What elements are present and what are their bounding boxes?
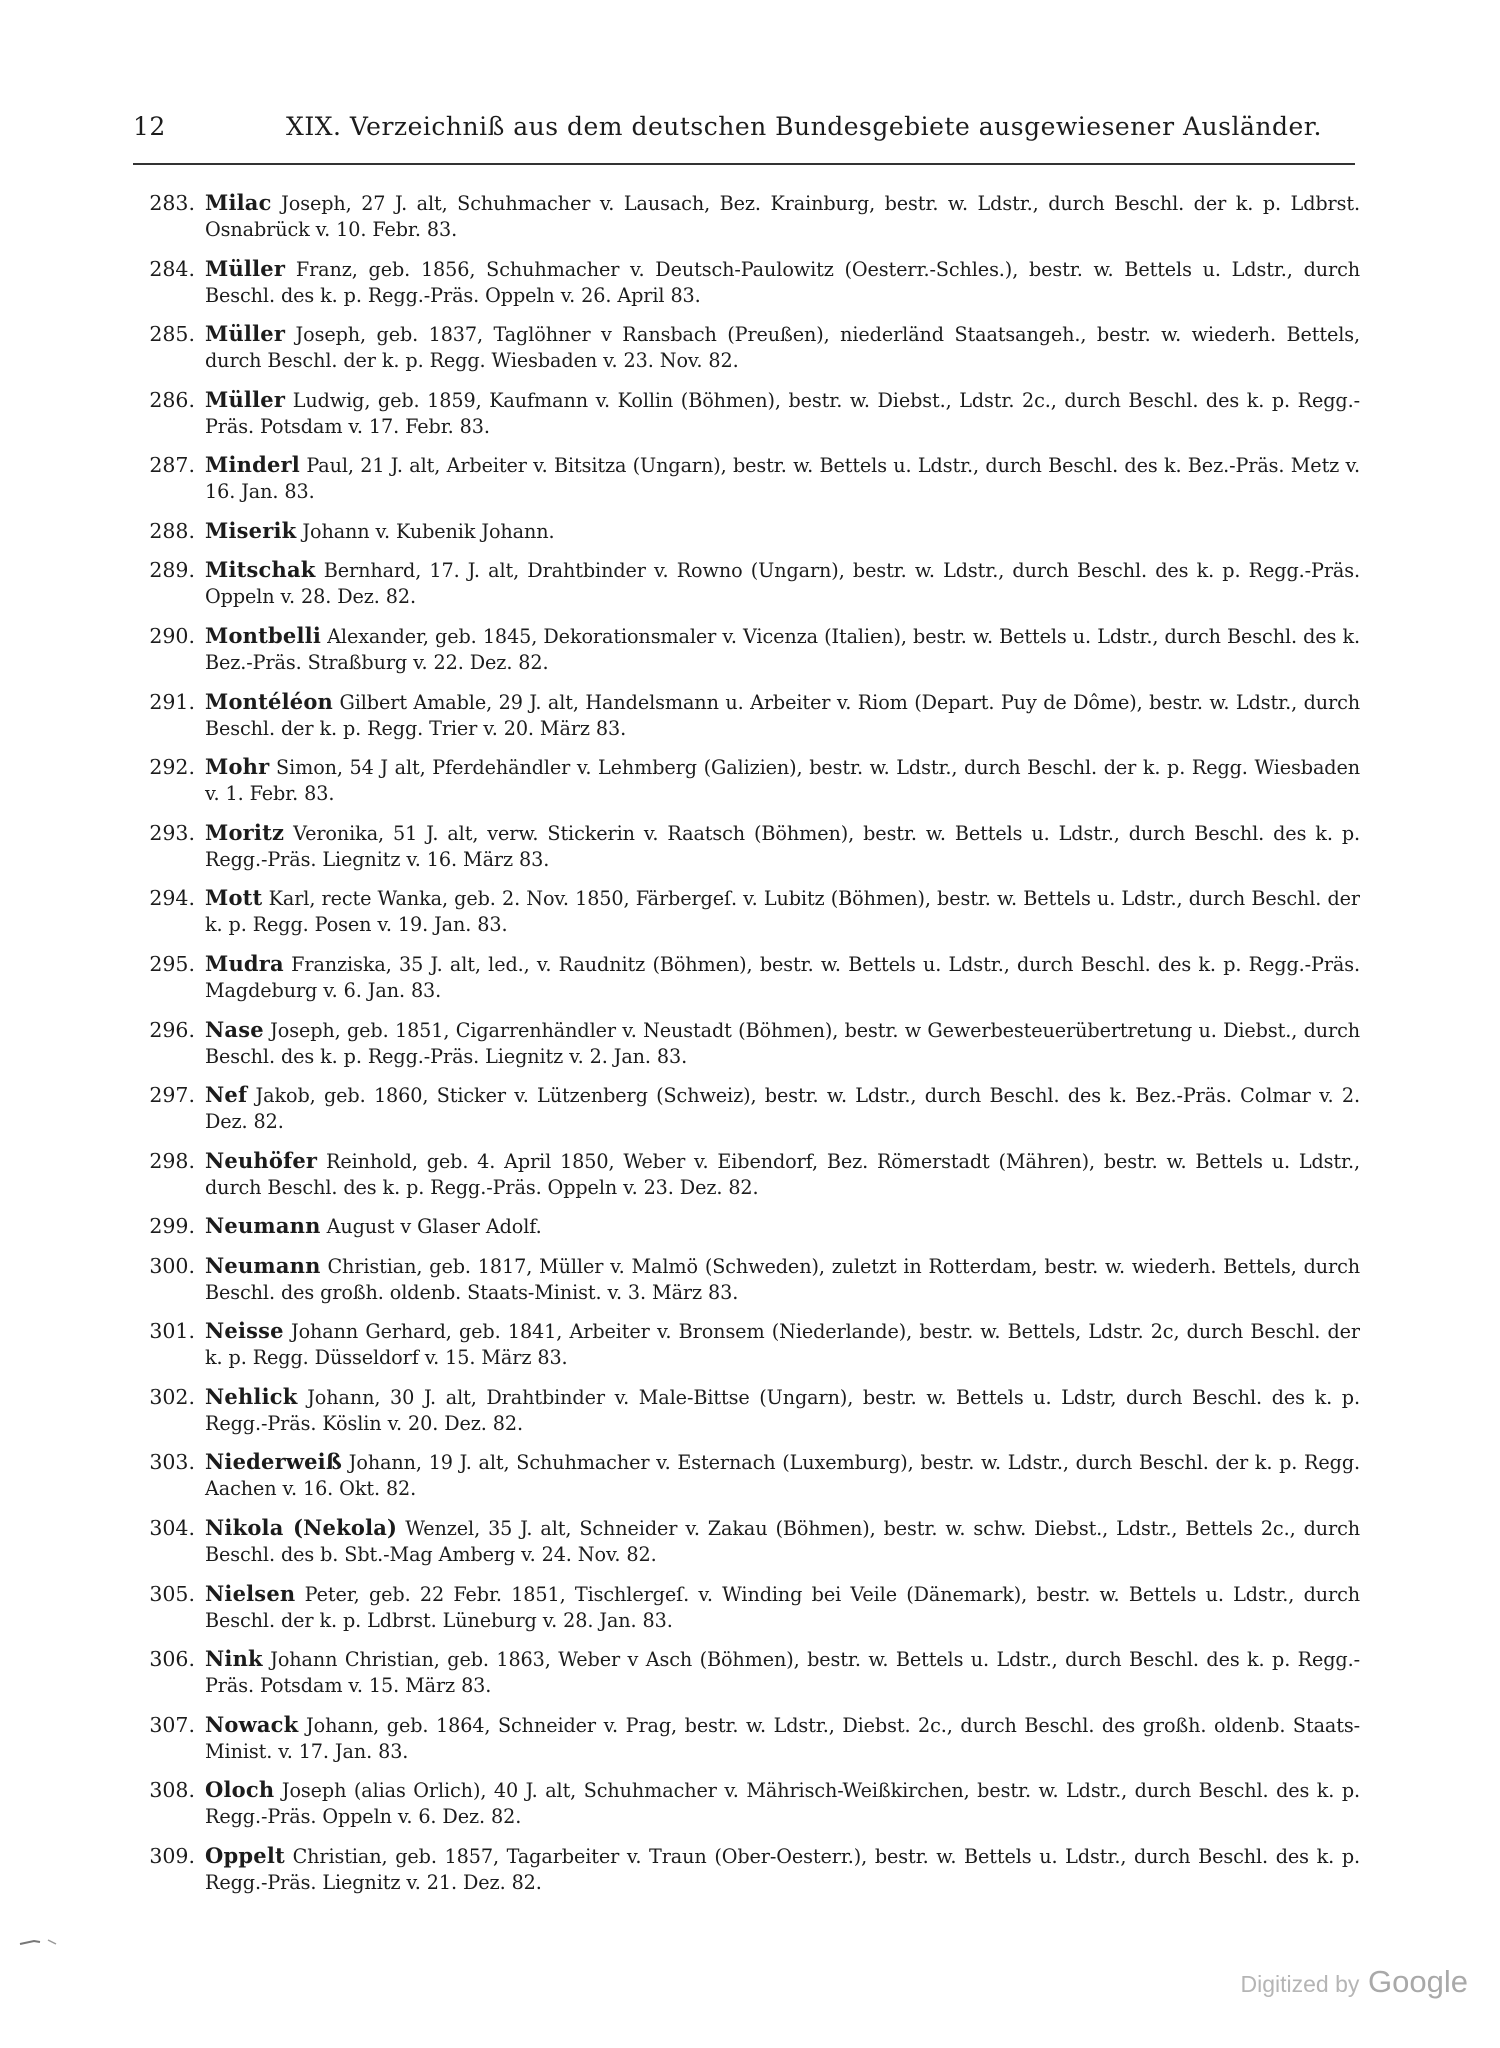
- entry-text: Johann, geb. 1864, Schneider v. Prag, bestr. w. Ldstr., Diebst. 2c., durch Beschl. des großh. oldenb. Staats-Minist. v. 17. Jan. 83.: [205, 1713, 1360, 1763]
- entry-number: 302.: [149, 1384, 195, 1409]
- entry-text: Johann, 19 J. alt, Schuhmacher v. Esternach (Luxemburg), bestr. w. Ldstr., durch Beschl. der k. p. Regg. Aachen v. 16. Okt. 82.: [205, 1451, 1360, 1501]
- entry-number: 288.: [149, 518, 195, 543]
- entry-body: [205, 885, 1360, 938]
- list-item: [128, 1646, 1360, 1712]
- header-rule: [133, 163, 1355, 165]
- entry-text: Johann Christian, geb. 1863, Weber v Asch (Böhmen), bestr. w. Bettels u. Ldstr., durch Beschl. des k. p. Regg.-Präs. Potsdam v. 15. März 83.: [205, 1648, 1360, 1698]
- list-item: [128, 1515, 1360, 1581]
- list-item: [128, 452, 1360, 518]
- list-item: [128, 256, 1360, 322]
- entry-body: [205, 1843, 1360, 1896]
- entry-body: [205, 518, 1360, 545]
- entry-name: Niederweiß: [205, 1449, 343, 1475]
- entry-text: Joseph, geb. 1851, Cigarrenhändler v. Neustadt (Böhmen), bestr. w Gewerbesteuerübertretung u. Diebst., durch Beschl. des k. p. Regg.-Präs. Liegnitz v. 2. Jan. 83.: [205, 1018, 1360, 1068]
- entry-body: [205, 1017, 1360, 1070]
- entry-number: 285.: [149, 322, 195, 347]
- entry-text: Johann Gerhard, geb. 1841, Arbeiter v. Bronsem (Niederlande), bestr. w. Bettels, Ldstr. 2c, durch Beschl. der k. p. Regg. Düsseldorf v. 15. März 83.: [205, 1320, 1360, 1370]
- entry-text: August v Glaser Adolf.: [320, 1215, 542, 1239]
- entry-number: 287.: [149, 453, 195, 478]
- entry-name: Müller: [205, 321, 286, 347]
- entry-number: 299.: [149, 1214, 195, 1239]
- entry-body: [205, 1449, 1360, 1502]
- entry-number: 308.: [149, 1778, 195, 1803]
- entry-text: Karl, recte Wanka, geb. 2. Nov. 1850, Färbergeſ. v. Lubitz (Böhmen), bestr. w. Bettels u. Ldstr., durch Beschl. der k. p. Regg. Posen v. 19. Jan. 83.: [205, 887, 1360, 937]
- entry-body: [205, 190, 1360, 243]
- list-item: [128, 1017, 1360, 1083]
- entry-name: Nink: [205, 1646, 263, 1672]
- entry-body: [205, 1318, 1360, 1371]
- scan-smudge: [18, 1938, 58, 1946]
- entry-number: 307.: [149, 1712, 195, 1737]
- list-item: [128, 557, 1360, 623]
- entry-name: Miserik: [205, 517, 297, 543]
- entry-number: 303.: [149, 1450, 195, 1475]
- entry-text: Wenzel, 35 J. alt, Schneider v. Zakau (Böhmen), bestr. w. schw. Diebst., Ldstr., Bettels 2c., durch Beschl. des b. Sbt.-Mag Amberg v. 24. Nov. 82.: [205, 1517, 1360, 1567]
- running-title: XIX. Verzeichniß aus dem deutschen Bundesgebiete ausgewiesener Ausländer.: [286, 112, 1322, 141]
- entry-text: Simon, 54 J alt, Pferdehändler v. Lehmberg (Galizien), bestr. w. Ldstr., durch Beschl. der k. p. Regg. Wiesbaden v. 1. Febr. 83.: [205, 756, 1360, 806]
- entry-text: Johann, 30 J. alt, Drahtbinder v. Male-Bittse (Ungarn), bestr. w. Bettels u. Ldstr, durch Beschl. des k. p. Regg.-Präs. Köslin v. 20. Dez. 82.: [205, 1385, 1360, 1435]
- entry-text: Reinhold, geb. 4. April 1850, Weber v. Eibendorf, Bez. Römerstadt (Mähren), bestr. w. Bettels u. Ldstr., durch Beschl. des k. p. Regg.-Präs. Oppeln v. 23. Dez. 82.: [205, 1149, 1360, 1199]
- page-header: [133, 112, 1355, 141]
- list-item: [128, 1843, 1360, 1909]
- entry-body: [205, 557, 1360, 610]
- entry-text: Joseph, geb. 1837, Taglöhner v Ransbach (Preußen), niederländ Staatsangeh., bestr. w. wiederh. Bettels, durch Beschl. der k. p. Regg. Wiesbaden v. 23. Nov. 82.: [205, 323, 1360, 373]
- entry-body: [205, 1148, 1360, 1201]
- entry-name: Mudra: [205, 950, 284, 976]
- entry-body: [205, 1384, 1360, 1437]
- entry-body: [205, 256, 1360, 309]
- list-item: [128, 190, 1360, 256]
- entry-body: [205, 321, 1360, 374]
- list-item: [128, 623, 1360, 689]
- entry-number: 286.: [149, 387, 195, 412]
- entry-text: Franz, geb. 1856, Schuhmacher v. Deutsch-Paulowitz (Oesterr.-Schles.), bestr. w. Bettels u. Ldstr., durch Beschl. des k. p. Regg.-Präs. Oppeln v. 26. April 83.: [205, 257, 1360, 307]
- entry-name: Mott: [205, 885, 263, 911]
- entry-body: [205, 1581, 1360, 1634]
- entry-text: Franziska, 35 J. alt, led., v. Raudnitz (Böhmen), bestr. w. Bettels u. Ldstr., durch Beschl. des k. p. Regg.-Präs. Magdeburg v. 6. Jan. 83.: [205, 952, 1360, 1002]
- entry-name: Moritz: [205, 819, 285, 845]
- entry-number: 292.: [149, 755, 195, 780]
- list-item: [128, 820, 1360, 886]
- entry-name: Milac: [205, 190, 272, 215]
- entry-text: Jakob, geb. 1860, Sticker v. Lützenberg (Schweiz), bestr. w. Ldstr., durch Beschl. des k. Bez.-Präs. Colmar v. 2. Dez. 82.: [205, 1084, 1360, 1134]
- list-item: [128, 951, 1360, 1017]
- entry-number: 304.: [149, 1516, 195, 1541]
- entry-body: [205, 1213, 1360, 1240]
- entry-name: Nielsen: [205, 1580, 296, 1606]
- entry-name: Nikola (Nekola): [205, 1515, 398, 1541]
- entry-body: [205, 1515, 1360, 1568]
- entry-name: Minderl: [205, 452, 300, 478]
- entry-body: [205, 1082, 1360, 1135]
- list-item: [128, 1449, 1360, 1515]
- entry-number: 296.: [149, 1017, 195, 1042]
- watermark-prefix: Digitized by: [1240, 1971, 1360, 1997]
- entry-number: 301.: [149, 1319, 195, 1344]
- entry-number: 298.: [149, 1148, 195, 1173]
- entry-body: [205, 452, 1360, 505]
- entry-body: [205, 689, 1360, 742]
- entry-name: Müller: [205, 386, 286, 412]
- list-item: [128, 518, 1360, 557]
- entry-number: 305.: [149, 1581, 195, 1606]
- list-item: [128, 387, 1360, 453]
- list-item: [128, 754, 1360, 820]
- entry-text: Johann v. Kubenik Johann.: [296, 519, 555, 543]
- entry-body: [205, 820, 1360, 873]
- entry-number: 293.: [149, 820, 195, 845]
- list-item: [128, 689, 1360, 755]
- entry-name: Nowack: [205, 1711, 299, 1737]
- entry-name: Neuhöfer: [205, 1147, 318, 1173]
- entry-name: Nase: [205, 1016, 264, 1042]
- entry-text: Veronika, 51 J. alt, verw. Stickerin v. Raatsch (Böhmen), bestr. w. Bettels u. Ldstr., durch Beschl. des k. p. Regg.-Präs. Liegnitz v. 16. März 83.: [205, 821, 1360, 871]
- entry-name: Nef: [205, 1082, 248, 1108]
- list-item: [128, 1082, 1360, 1148]
- entry-name: Neumann: [205, 1252, 321, 1278]
- entry-body: [205, 623, 1360, 676]
- entry-body: [205, 1253, 1360, 1306]
- entry-body: [205, 387, 1360, 440]
- entry-name: Mitschak: [205, 557, 316, 583]
- entry-name: Müller: [205, 255, 286, 281]
- entry-body: [205, 1646, 1360, 1699]
- list-item: [128, 1712, 1360, 1778]
- list-item: [128, 321, 1360, 387]
- digitized-watermark: [1241, 1964, 1468, 2000]
- entry-number: 294.: [149, 886, 195, 911]
- entry-name: Neumann: [205, 1213, 321, 1239]
- entry-number: 297.: [149, 1083, 195, 1108]
- entry-name: Montbelli: [205, 622, 321, 648]
- entry-number: 300.: [149, 1253, 195, 1278]
- list-item: [128, 1581, 1360, 1647]
- watermark-brand: Google: [1368, 1964, 1468, 1999]
- list-item: [128, 1318, 1360, 1384]
- list-item: [128, 1148, 1360, 1214]
- entry-number: 306.: [149, 1647, 195, 1672]
- entry-number: 284.: [149, 256, 195, 281]
- entry-text: Paul, 21 J. alt, Arbeiter v. Bitsitza (Ungarn), bestr. w. Bettels u. Ldstr., durch Beschl. des k. Bez.-Präs. Metz v. 16. Jan. 83.: [205, 454, 1360, 504]
- list-item: [128, 1777, 1360, 1843]
- entry-text: Gilbert Amable, 29 J. alt, Handelsmann u. Arbeiter v. Riom (Depart. Puy de Dôme), bestr. w. Ldstr., durch Beschl. der k. p. Regg. Trier v. 20. März 83.: [205, 690, 1360, 740]
- entry-name: Nehlick: [205, 1383, 298, 1409]
- entry-list: [128, 190, 1360, 1909]
- entry-number: 291.: [149, 689, 195, 714]
- entry-text: Alexander, geb. 1845, Dekorationsmaler v. Vicenza (Italien), bestr. w. Bettels u. Ldstr., durch Beschl. des k. Bez.-Präs. Straßburg v. 22. Dez. 82.: [205, 624, 1360, 674]
- entry-text: Christian, geb. 1857, Tagarbeiter v. Traun (Ober-Oesterr.), bestr. w. Bettels u. Ldstr., durch Beschl. des k. p. Regg.-Präs. Liegnitz v. 21. Dez. 82.: [205, 1845, 1360, 1895]
- entry-number: 289.: [149, 558, 195, 583]
- entry-text: Joseph, 27 J. alt, Schuhmacher v. Lausach, Bez. Krainburg, bestr. w. Ldstr., durch Beschl. der k. p. Ldbrst. Osnabrück v. 10. Febr. 83.: [205, 192, 1360, 241]
- list-item: [128, 1253, 1360, 1319]
- entry-name: Oloch: [205, 1777, 275, 1803]
- entry-name: Montéléon: [205, 688, 333, 714]
- entry-name: Mohr: [205, 754, 270, 780]
- entry-number: 290.: [149, 623, 195, 648]
- entry-body: [205, 1712, 1360, 1765]
- entry-text: Joseph (alias Orlich), 40 J. alt, Schuhmacher v. Mährisch-Weißkirchen, bestr. w. Ldstr., durch Beschl. des k. p. Regg.-Präs. Oppeln v. 6. Dez. 82.: [205, 1779, 1360, 1829]
- entry-number: 295.: [149, 951, 195, 976]
- entry-text: Peter, geb. 22 Febr. 1851, Tischlergeſ. v. Winding bei Veile (Dänemark), bestr. w. Bettels u. Ldstr., durch Beschl. der k. p. Ldbrst. Lüneburg v. 28. Jan. 83.: [205, 1582, 1360, 1632]
- page-number: 12: [133, 112, 166, 141]
- entry-text: Bernhard, 17. J. alt, Drahtbinder v. Rowno (Ungarn), bestr. w. Ldstr., durch Beschl. des k. p. Regg.-Präs. Oppeln v. 28. Dez. 82.: [205, 559, 1360, 609]
- list-item: [128, 1384, 1360, 1450]
- entry-name: Neisse: [205, 1318, 284, 1344]
- entry-body: [205, 754, 1360, 807]
- list-item: [128, 1213, 1360, 1252]
- entry-text: Christian, geb. 1817, Müller v. Malmö (Schweden), zuletzt in Rotterdam, bestr. w. wiederh. Bettels, durch Beschl. des großh. oldenb. Staats-Minist. v. 3. März 83.: [205, 1254, 1360, 1304]
- entry-number: 309.: [149, 1844, 195, 1869]
- entry-body: [205, 951, 1360, 1004]
- entry-body: [205, 1777, 1360, 1830]
- entry-text: Ludwig, geb. 1859, Kaufmann v. Kollin (Böhmen), bestr. w. Diebst., Ldstr. 2c., durch Beschl. des k. p. Regg.-Präs. Potsdam v. 17. Febr. 83.: [205, 388, 1360, 438]
- list-item: [128, 885, 1360, 951]
- entry-name: Oppelt: [205, 1843, 285, 1869]
- entry-number: 283.: [149, 191, 195, 215]
